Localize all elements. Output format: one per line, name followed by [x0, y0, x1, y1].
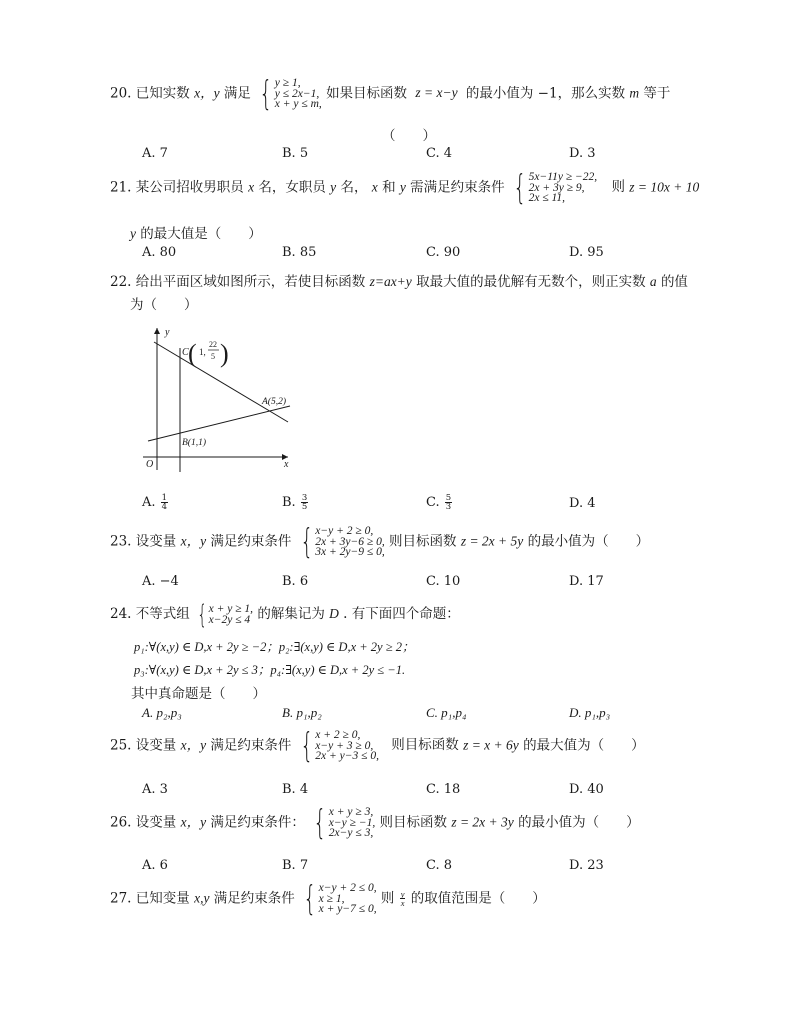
question-text: 已知实数 [135, 85, 190, 102]
variables: x，y [180, 533, 207, 549]
variables: x，y [194, 85, 220, 101]
line-ba [148, 406, 290, 441]
question-text: 的最小值为 −1，那么实数 [465, 85, 626, 102]
constraint: x−2y ≤ 4 [208, 613, 251, 626]
objective-function: z = 2x + 3y [451, 814, 514, 830]
left-brace: { [303, 878, 317, 919]
question-text: 设变量 [135, 533, 177, 550]
question-21 [110, 167, 700, 208]
fraction-y-over-x [400, 890, 406, 907]
constraint-system [194, 599, 254, 630]
option-letter: C. [426, 495, 440, 510]
numerator: 3 [301, 493, 308, 503]
question-number: 25. [110, 737, 132, 754]
question-text: 则目标函数 [391, 737, 459, 754]
constraint: x + y ≥ 3, [328, 806, 374, 818]
variable-x: x [371, 179, 378, 195]
question-text: . 有下面四个命题： [343, 606, 460, 622]
question-text: 则 [611, 179, 625, 196]
constraint-system [255, 73, 322, 114]
constraint: x−y + 2 ≥ 0, [315, 525, 374, 537]
denominator: 5 [301, 502, 308, 512]
question-text: 的解集记为 [257, 606, 325, 622]
constraint: x ≥ 1, [318, 892, 345, 905]
option-b[interactable]: B. 7 [282, 858, 309, 873]
option-d[interactable] [569, 496, 596, 511]
point-b-label: B(1,1) [182, 438, 207, 448]
denominator: 4 [161, 502, 168, 512]
objective-function: z=ax+y [369, 274, 412, 289]
fraction [301, 494, 308, 511]
constraint: 2x ≤ 11, [528, 192, 566, 204]
point-c-numerator: 22 [209, 340, 217, 349]
objective-function: z = x + 6y [463, 737, 519, 753]
numerator: 5 [445, 493, 452, 503]
option-c[interactable]: C. 8 [426, 858, 453, 873]
constraint: x + 2 ≥ 0, [315, 729, 361, 741]
constraint: y ≤ 2x−1, [274, 87, 320, 100]
left-brace: { [299, 725, 313, 766]
option-letter: D. [569, 496, 584, 511]
question-text: 某公司招收男职员 [135, 179, 244, 196]
option-letter: B. [282, 495, 296, 510]
constraint-system [296, 521, 385, 562]
question-text: 满足约束条件 [210, 737, 292, 754]
constraint: 5x−11y ≥ −22, [528, 171, 598, 183]
variable-y: y [130, 226, 136, 241]
left-brace: { [513, 167, 527, 208]
question-number: 20. [110, 85, 132, 102]
fraction [161, 494, 168, 511]
question-text: 的取值范围是（ ） [410, 890, 546, 907]
option-a[interactable]: A. 6 [142, 858, 168, 873]
region-figure [138, 322, 298, 472]
question-number: 22. [110, 274, 132, 290]
constraint: x−y + 2 ≤ 0, [318, 882, 377, 894]
question-20 [110, 73, 671, 114]
question-text: 其中真命题是（ ） [131, 686, 266, 702]
point-c-label: C [182, 347, 189, 358]
option-d[interactable]: D. 40 [569, 782, 604, 797]
option-c[interactable]: C. 90 [426, 245, 461, 260]
numerator: 1 [161, 493, 168, 503]
question-text: 名，女职员 [258, 179, 326, 196]
question-text: 则目标函数 [379, 814, 448, 831]
left-brace: { [313, 802, 327, 843]
propositions-line-1: p₁:∀(x,y) ∈ D,x + 2y ≥ −2；p₂:∃(x,y) ∈ D,x + 2y ≥ 2； [134, 640, 415, 654]
question-text: 的值 [660, 274, 688, 290]
question-number: 26. [110, 814, 132, 831]
point-a-label: A(5,2) [262, 397, 287, 407]
answer-blank: （ ） [382, 128, 436, 144]
set-d: D [329, 606, 339, 621]
denominator: 3 [445, 502, 452, 512]
y-axis-label: y [165, 327, 170, 338]
question-27 [110, 878, 546, 919]
question-number: 23. [110, 533, 132, 550]
option-a[interactable]: A. 7 [142, 146, 168, 161]
constraint: 2x + 3y ≥ 9, [528, 181, 585, 194]
question-number: 27. [110, 890, 132, 907]
objective-function: z = 2x + 5y [460, 533, 524, 549]
point-c-denominator: 5 [211, 352, 215, 361]
option-a[interactable] [142, 494, 169, 511]
option-c[interactable]: C. 10 [426, 574, 461, 589]
question-23 [110, 521, 650, 562]
left-brace: { [197, 599, 208, 630]
constraint: x + y ≤ m, [274, 98, 322, 110]
option-value: 4 [587, 496, 596, 511]
question-text: 和 [382, 179, 396, 196]
point-c-x: 1, [199, 347, 206, 357]
constraint: 3x + 2y−9 ≤ 0, [315, 546, 385, 558]
constraint: x−y + 3 ≥ 0, [315, 739, 374, 752]
constraint: 2x−y ≤ 3, [328, 827, 374, 839]
option-c[interactable]: C. p₁,p₄ [426, 705, 467, 720]
objective-function: z = x−y [415, 85, 458, 101]
question-text: 为（ ） [130, 297, 198, 313]
question-25 [110, 725, 645, 766]
option-b[interactable]: B. p₁,p₂ [282, 705, 322, 720]
option-b[interactable]: B. 85 [282, 245, 317, 260]
question-text: 已知变量 [135, 890, 190, 907]
left-brace: { [299, 521, 313, 562]
origin-label: O [146, 459, 154, 470]
question-text: 设变量 [135, 737, 177, 754]
constraint: 2x + 3y−6 ≥ 0, [315, 535, 385, 548]
constraint: y ≥ 1, [274, 77, 301, 89]
question-text: 的最大值为（ ） [523, 737, 645, 754]
option-d[interactable]: D. 17 [569, 574, 604, 589]
variable-y: y [330, 179, 337, 195]
question-text: 取最大值的最优解有无数个，则正实数 [416, 274, 646, 290]
propositions-line-2: p₃:∀(x,y) ∈ D,x + 2y ≤ 3；p₄:∃(x,y) ∈ D,x + 2y ≤ −1. [134, 663, 406, 677]
question-number: 24. [110, 606, 132, 622]
option-a[interactable]: A. p₂,p₃ [142, 705, 182, 720]
fraction [445, 494, 452, 511]
option-b[interactable]: B. 4 [282, 782, 309, 797]
question-text: 的最小值为（ ） [527, 533, 650, 550]
variable-x: x [248, 179, 255, 195]
question-text: 满足约束条件 [213, 890, 295, 907]
constraint-system [309, 802, 376, 843]
denominator: x [400, 898, 405, 909]
option-c[interactable]: C. 18 [426, 782, 461, 797]
variables: x，y [180, 737, 207, 753]
question-number: 21. [110, 179, 132, 196]
question-text: 需满足约束条件 [410, 179, 505, 196]
variable-a: a [649, 274, 657, 289]
variables: x，y [180, 814, 207, 830]
option-b[interactable]: B. 6 [282, 574, 309, 589]
question-text: 等于 [643, 85, 671, 102]
question-26 [110, 802, 640, 843]
question-text: 给出平面区域如图所示，若使目标函数 [135, 274, 366, 290]
option-a[interactable]: A. 80 [142, 245, 177, 260]
numerator: y [400, 889, 405, 900]
variables: x,y [194, 890, 210, 906]
question-text: 满足 [223, 85, 251, 102]
question-text: 则目标函数 [389, 533, 457, 550]
question-text: 如果目标函数 [326, 85, 408, 102]
constraint-system [299, 878, 377, 919]
option-letter: A. [142, 495, 156, 510]
constraint: x−y ≥ −1, [328, 816, 376, 829]
constraint-system [296, 725, 379, 766]
x-axis-label: x [284, 459, 289, 470]
question-22 [110, 270, 688, 290]
right-paren: ) [220, 339, 229, 368]
option-a[interactable]: A. −4 [142, 574, 179, 589]
option-c[interactable] [426, 494, 453, 511]
question-21-line2 [130, 222, 262, 242]
constraint: x + y−7 ≤ 0, [318, 903, 377, 915]
option-b[interactable] [282, 494, 309, 511]
option-c[interactable]: C. 4 [426, 146, 453, 161]
question-text: 设变量 [135, 814, 177, 831]
option-d[interactable]: D. 95 [569, 245, 604, 260]
question-24 [110, 599, 460, 630]
option-d[interactable]: D. 23 [569, 858, 604, 873]
constraint: x + y ≥ 1, [208, 603, 254, 615]
option-a[interactable]: A. 3 [142, 782, 168, 797]
variable-y: y [399, 179, 406, 195]
left-paren: ( [188, 339, 197, 368]
question-text: 的最小值为（ ） [518, 814, 640, 831]
option-d[interactable]: D. p₁,p₃ [569, 705, 611, 720]
question-text: 满足约束条件： [210, 814, 305, 831]
variable-m: m [629, 85, 640, 101]
objective-function: z = 10x + 10 [629, 179, 700, 195]
left-brace: { [259, 73, 273, 114]
question-text: 则 [380, 890, 395, 907]
question-text: 名， [340, 179, 368, 196]
option-d[interactable]: D. 3 [569, 146, 596, 161]
constraint-system [509, 167, 598, 208]
constraint: 2x + y−3 ≤ 0, [315, 750, 379, 762]
question-text: 满足约束条件 [210, 533, 292, 550]
option-b[interactable]: B. 5 [282, 146, 309, 161]
question-text: 不等式组 [135, 606, 190, 622]
question-text: 的最大值是（ ） [140, 226, 262, 242]
